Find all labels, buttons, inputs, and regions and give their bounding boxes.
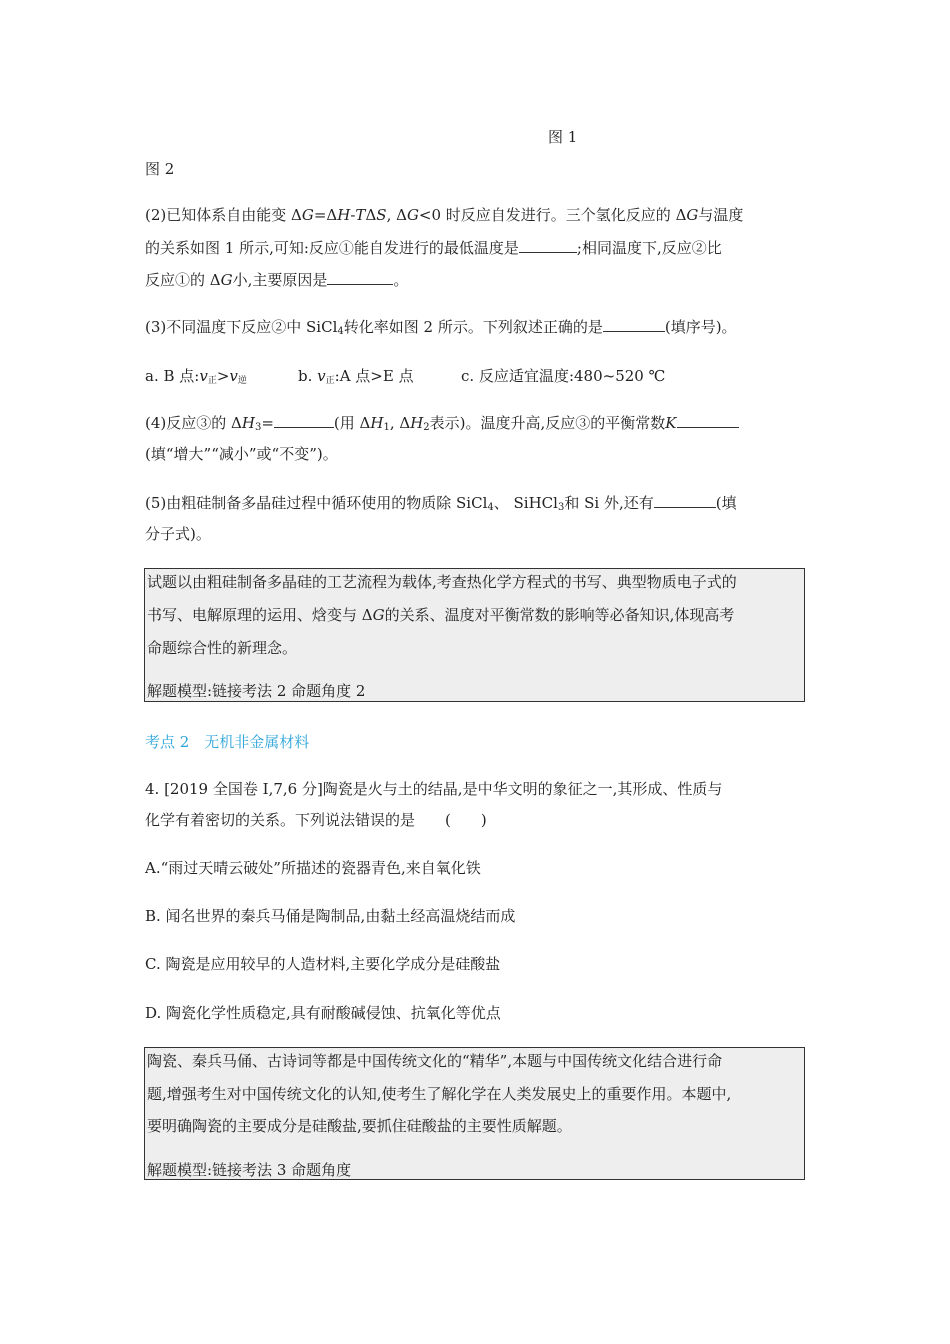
figure-2-caption: 图 2 — [145, 160, 175, 178]
q5-line-1: (5)由粗硅制备多晶硅过程中循环使用的物质除 SiCl$_4$、 SiHCl$_3$和 Si 外,还有 (填 — [145, 494, 737, 513]
analysis-line: 题,增强考生对中国传统文化的认知,使考生了解化学在人类发展史上的重要作用。本题中, — [147, 1085, 732, 1103]
analysis-line: 试题以由粗硅制备多晶硅的工艺流程为载体,考查热化学方程式的书写、典型物质电子式的 — [147, 573, 737, 591]
answer-blank[interactable] — [327, 269, 393, 285]
answer-blank[interactable] — [603, 316, 665, 332]
answer-blank[interactable] — [274, 412, 334, 428]
solving-model-line: 解题模型:链接考法 2 命题角度 2 — [147, 682, 366, 700]
q2-line-3: 反应①的 ΔG小,主要原因是 。 — [145, 271, 409, 289]
answer-blank[interactable] — [654, 492, 716, 508]
analysis-line: 陶瓷、秦兵马俑、古诗词等都是中国传统文化的“精华”,本题与中国传统文化结合进行命 — [147, 1052, 723, 1070]
section-heading: 考点 2 无机非金属材料 — [145, 733, 310, 751]
analysis-line: 书写、电解原理的运用、焓变与 ΔG的关系、温度对平衡常数的影响等必备知识,体现高考 — [147, 606, 735, 624]
figure-1-caption: 图 1 — [548, 128, 578, 146]
q2-line-2: 的关系如图 1 所示,可知:反应①能自发进行的最低温度是 ;相同温度下,反应②比 — [145, 239, 722, 257]
choice-b: B. 闻名世界的秦兵马俑是陶制品,由黏土经高温烧结而成 — [145, 907, 516, 925]
analysis-line: 要明确陶瓷的主要成分是硅酸盐,要抓住硅酸盐的主要性质解题。 — [147, 1117, 572, 1135]
q-stem-line-1: 4. [2019 全国卷 Ⅰ,7,6 分]陶瓷是火与土的结晶,是中华文明的象征之一,其形成、性质与 — [145, 780, 723, 798]
analysis-box-1 — [144, 568, 805, 702]
analysis-box-2 — [144, 1047, 805, 1180]
q2-line-1: (2)已知体系自由能变 ΔG=ΔH-TΔS, ΔG<0 时反应自发进行。三个氢化反应的 ΔG与温度 — [145, 206, 744, 224]
answer-blank[interactable] — [677, 412, 739, 428]
q4-line-1: (4)反应③的 $\Delta H_3=$ (用 $\Delta H_1$, $\Delta H_2$表示)。温度升高,反应③的平衡常数K — [145, 412, 739, 438]
q3-line-1: (3)不同温度下反应②中 SiCl$_4$转化率如图 2 所示。下列叙述正确的是 (填序号)。 — [145, 318, 737, 337]
solving-model-line: 解题模型:链接考法 3 命题角度 — [147, 1161, 352, 1179]
choice-c: C. 陶瓷是应用较早的人造材料,主要化学成分是硅酸盐 — [145, 955, 501, 973]
analysis-line: 命题综合性的新理念。 — [147, 639, 298, 657]
q4-line-2: (填“增大”“减小”或“不变”)。 — [145, 445, 338, 463]
q3-option-a: a. B 点:v正>v逆 — [145, 367, 247, 386]
q-stem-line-2: 化学有着密切的关系。下列说法错误的是 ( ) — [145, 811, 487, 829]
q3-option-b: b. v正:A 点>E 点 — [298, 367, 414, 386]
q5-line-2: 分子式)。 — [145, 525, 211, 543]
q3-option-c: c. 反应适宜温度:480~520 ℃ — [461, 367, 666, 385]
choice-d: D. 陶瓷化学性质稳定,具有耐酸碱侵蚀、抗氧化等优点 — [145, 1004, 501, 1022]
choice-a: A.“雨过天晴云破处”所描述的瓷器青色,来自氧化铁 — [145, 859, 481, 877]
answer-blank[interactable] — [519, 237, 577, 253]
